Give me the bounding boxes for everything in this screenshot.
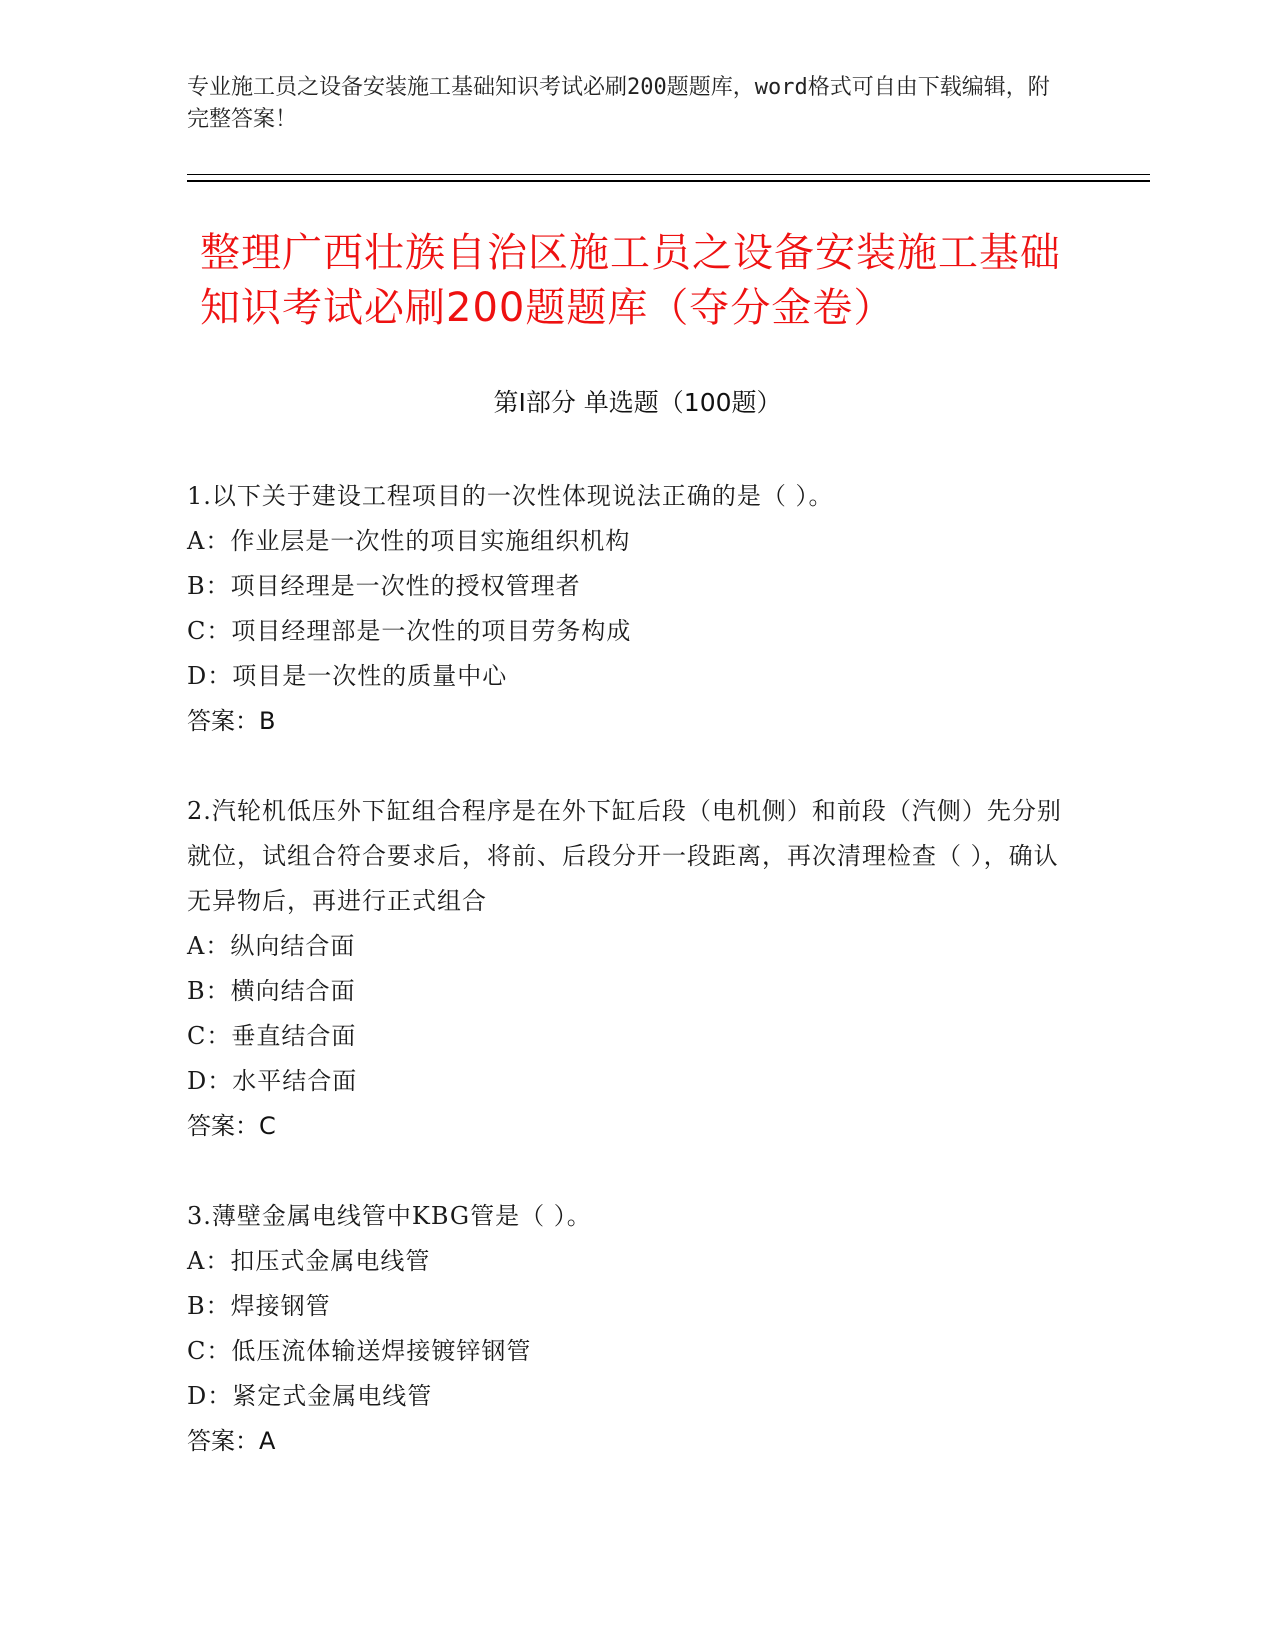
- option-c: C：垂直结合面: [187, 1022, 357, 1050]
- header-note: 专业施工员之设备安装施工基础知识考试必刷200题题库，word格式可自由下载编辑，附完整答案！: [187, 75, 1050, 132]
- question-2: [187, 789, 1067, 1149]
- document-title: 整理广西壮族自治区施工员之设备安装施工基础知识考试必刷200题题库（夺分金卷）: [200, 230, 1061, 331]
- question-stem: 1.以下关于建设工程项目的一次性体现说法正确的是（ ）。: [187, 482, 834, 510]
- option-a: A：纵向结合面: [187, 932, 356, 960]
- option-d: D：紧定式金属电线管: [187, 1382, 433, 1410]
- question-list: [187, 474, 1067, 1509]
- question-stem: 2.汽轮机低压外下缸组合程序是在外下缸后段（电机侧）和前段（汽侧）先分别就位，试组合符合要求后，将前、后段分开一段距离，再次清理检查（ ），确认无异物后，再进行正式组合: [187, 797, 1062, 915]
- section-heading: 第Ⅰ部分 单选题（100题）: [493, 388, 782, 417]
- option-a: A：扣压式金属电线管: [187, 1247, 431, 1275]
- question-3: [187, 1194, 1067, 1464]
- option-b: B：项目经理是一次性的授权管理者: [187, 572, 581, 600]
- option-b: B：横向结合面: [187, 977, 356, 1005]
- header-divider-thin: [187, 174, 1150, 175]
- option-d: D：水平结合面: [187, 1067, 358, 1095]
- question-stem: 3.薄壁金属电线管中KBG管是（ ）。: [187, 1202, 592, 1230]
- answer: 答案：A: [187, 1427, 276, 1455]
- option-d: D：项目是一次性的质量中心: [187, 662, 508, 690]
- header-divider-thick: [187, 180, 1150, 182]
- option-c: C：低压流体输送焊接镀锌钢管: [187, 1337, 532, 1365]
- answer: 答案：B: [187, 707, 276, 735]
- option-b: B：焊接钢管: [187, 1292, 331, 1320]
- option-a: A：作业层是一次性的项目实施组织机构: [187, 527, 631, 555]
- option-c: C：项目经理部是一次性的项目劳务构成: [187, 617, 632, 645]
- question-1: [187, 474, 1067, 744]
- answer: 答案：C: [187, 1112, 276, 1140]
